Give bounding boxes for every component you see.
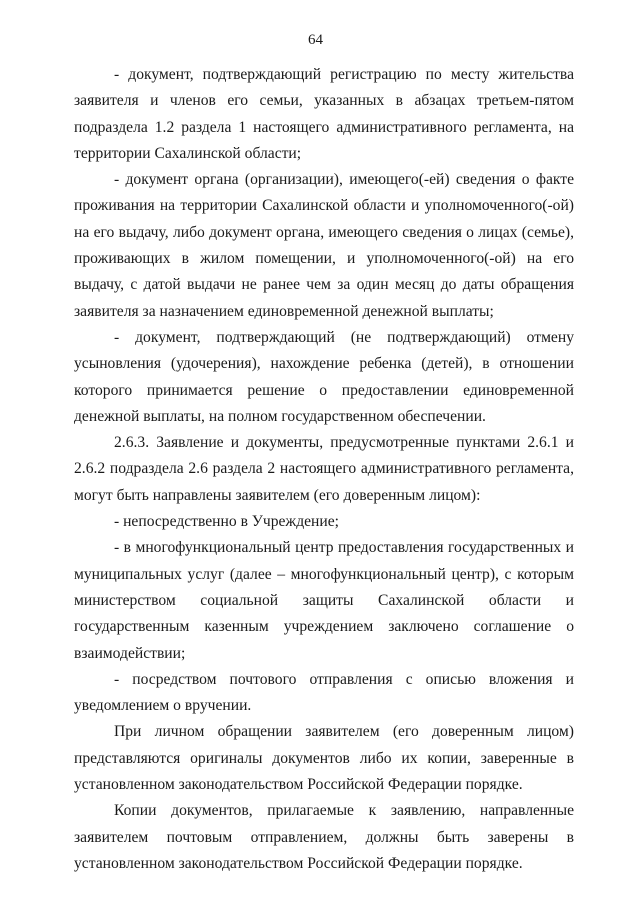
page-number: 64 [308,32,323,48]
paragraph-personal-appeal: При личном обращении заявителем (его доверенным лицом) представляются оригиналы документов либо их копии, заверенные в установленном законодательством Российской Федерации порядке. [74,723,574,794]
paragraph-postal-copies: Копии документов, прилагаемые к заявлению, направленные заявителем почтовым отправлением, должны быть заверены в установленном законодательством Российской Федерации порядке. [74,802,574,872]
paragraph-submission-post: - посредством почтового отправления с описью вложения и уведомлением о вручении. [74,670,574,715]
paragraph-residence-fact-document: - документ органа (организации), имеющего(-ей) сведения о факте проживания на территории Сахалинской области и уполномоченного(-ой) на его выдачу, либо документ органа, имеющего сведения о лицах (семье), проживающих в жилом помещении, и уполномоченного(-ой) на его выдачу, с датой выдачи не ранее чем за один месяц до даты обращения заявителя за назначением единовременной денежной выплаты; [74,171,574,320]
paragraph-submission-direct: - непосредственно в Учреждение; [114,513,340,531]
paragraph-residence-registration-document: - документ, подтверждающий регистрацию по месту жительства заявителя и членов его семьи, указанных в абзацах третьем-пятом подраздела 1.2 раздела 1 настоящего административного регламента, на территории Сахалинской области; [74,66,574,162]
paragraph-adoption-cancellation-document: - документ, подтверждающий (не подтверждающий) отмену усыновления (удочерения), нахождение ребенка (детей), в отношении которого принимается решение о предоставлении единовременной денежной выплаты, на полном государственном обеспечении. [74,328,574,425]
document-body [74,62,574,877]
paragraph-section-2-6-3: 2.6.3. Заявление и документы, предусмотренные пунктами 2.6.1 и 2.6.2 подраздела 2.6 раздела 2 настоящего административного регламента, могут быть направлены заявителем (его доверенным лицом): [74,434,574,504]
paragraph-submission-mfc: - в многофункциональный центр предоставления государственных и муниципальных услуг (далее – многофункциональный центр), с которым министерством социальной защиты Сахалинской области и государственным казенным учреждением заключено соглашение о взаимодействии; [74,539,574,662]
